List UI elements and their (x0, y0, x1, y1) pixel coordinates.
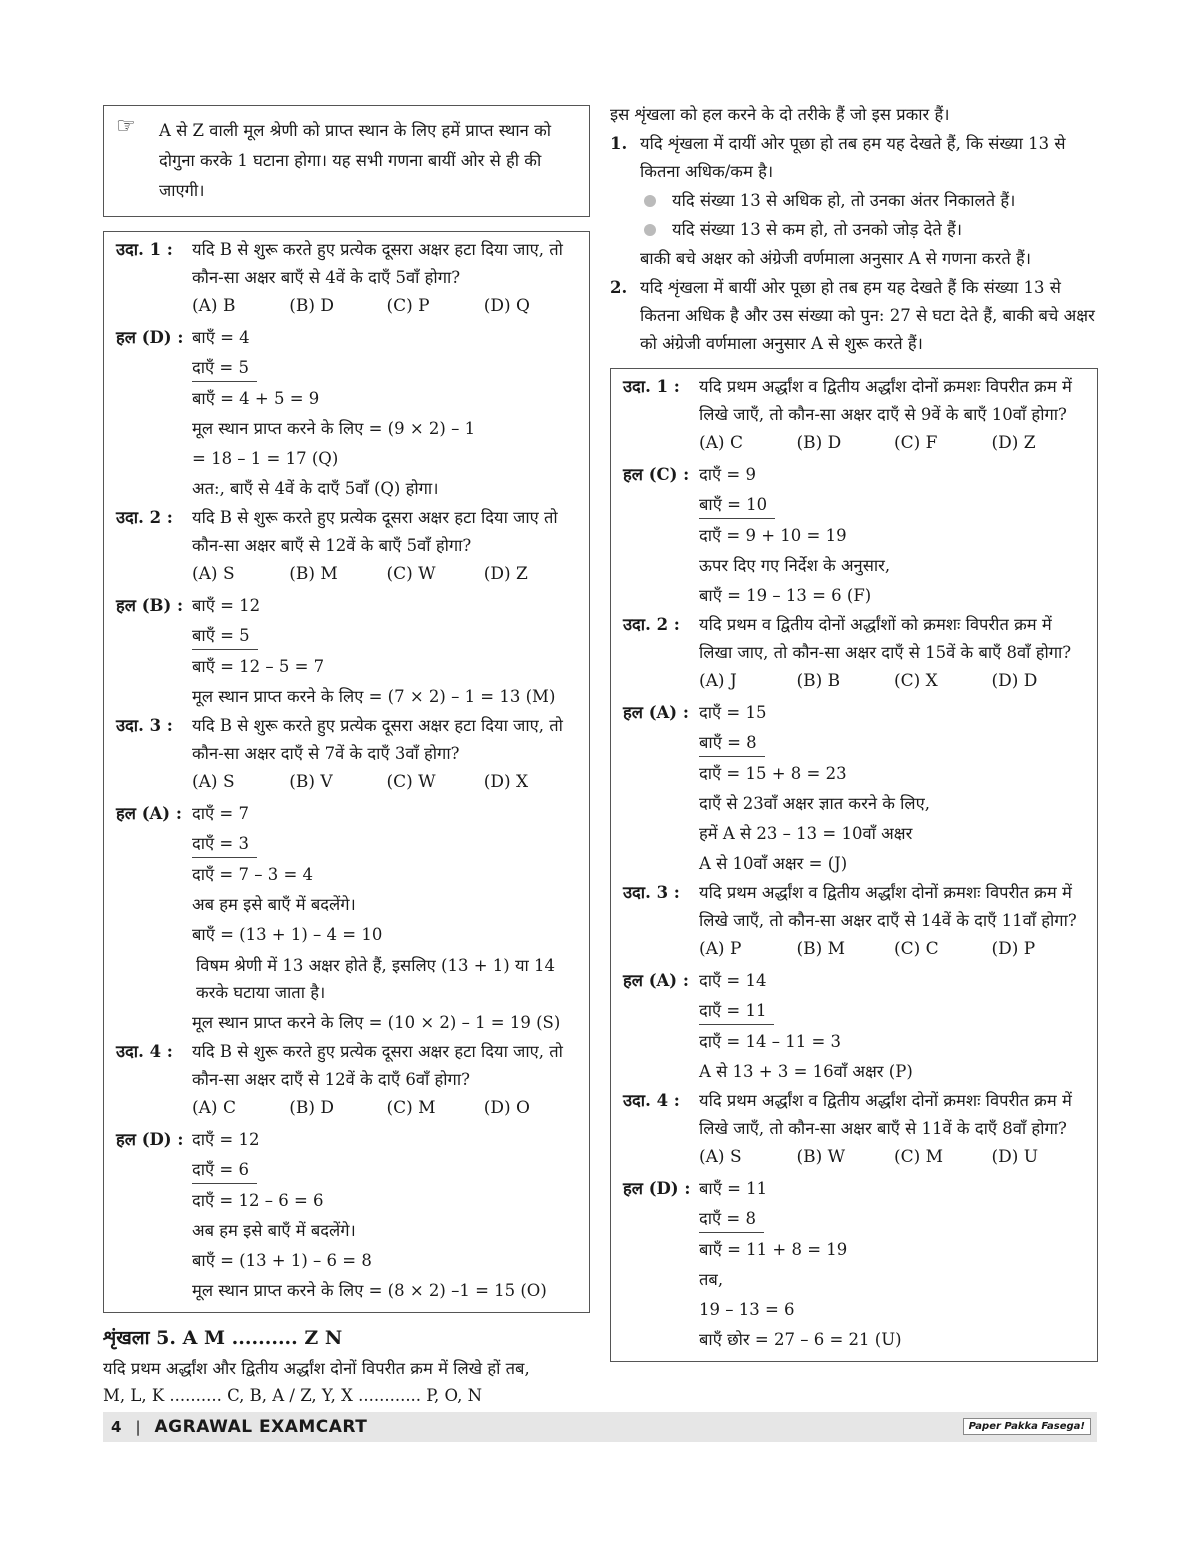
solution-line: बाएँ = 10 (699, 492, 775, 519)
solution-3 (116, 799, 581, 1038)
options (192, 1093, 581, 1123)
note-text: A से Z वाली मूल श्रेणी को प्राप्त स्थान के लिए हमें प्राप्त स्थान को दोगुना करके 1 घटाना होगा। यह सभी गणना बायीं ओर से ही की जाएगी। (159, 121, 552, 200)
option-d: (D) Z (483, 564, 528, 584)
series-heading: शृंखला 5. A M .......... Z N (103, 1327, 343, 1349)
solution-label: हल (C) : (623, 465, 690, 484)
solution-label: हल (A) : (116, 804, 182, 823)
options (699, 666, 1089, 696)
bullet-item (640, 215, 1098, 244)
option-d: (D) D (991, 671, 1038, 691)
option-a: (A) S (192, 772, 235, 792)
solution-line: दाएँ = 5 (192, 355, 257, 382)
bullet-text: यदि संख्या 13 से कम हो, तो उनको जोड़ देते हैं। (672, 220, 963, 239)
example-4 (116, 1038, 581, 1093)
option-d: (D) P (991, 939, 1036, 959)
bullet-icon (644, 195, 656, 207)
solution-line: बाएँ छोर = 27 – 6 = 21 (U) (699, 1330, 902, 1349)
list-number: 1. (610, 134, 628, 153)
method-text: यदि शृंखला में बायीं ओर पूछा हो तब हम यह देखते हैं कि संख्या 13 से कितना अधिक है और उस संख्या को पुन: 27 से घटा देते हैं, बाकी बचे अक्षर को अंग्रेजी वर्णमाला अनुसार A से शुरू करते हैं। (640, 278, 1095, 353)
option-c: (C) F (894, 433, 938, 453)
solution-line: बाएँ = 12 – 5 = 7 (192, 657, 325, 676)
option-c: (C) M (386, 1098, 436, 1118)
solution-label: हल (A) : (623, 971, 689, 990)
options (192, 559, 581, 589)
page-footer (103, 1412, 1097, 1442)
solution-line: दाएँ = 8 (699, 1206, 764, 1233)
example-question: यदि प्रथम अर्द्धांश व द्वितीय अर्द्धांश दोनों क्रमशः विपरीत क्रम में लिखे जाएँ, तो कौन-सा अक्षर दाएँ से 14वें के दाएँ 11वाँ होगा? (699, 883, 1077, 930)
solution-label: हल (D) : (116, 1130, 184, 1149)
option-b: (B) D (796, 433, 842, 453)
options (192, 291, 581, 321)
solution-line: विषम श्रेणी में 13 अक्षर होते हैं, इसलिए (13 + 1) या 14 करके घटाया जाता है। (196, 956, 556, 1002)
brand-logo: AGRAWAL EXAMCART (154, 1417, 368, 1437)
solution-line: मूल स्थान प्राप्त करने के लिए = (10 × 2) – 1 = 19 (S) (192, 1013, 561, 1032)
solution-line: बाएँ = 12 (192, 596, 261, 615)
solution-label: हल (D) : (116, 328, 184, 347)
example-label: उदा. 1 : (623, 377, 680, 396)
example-question: यदि प्रथम व द्वितीय दोनों अर्द्धांशों को क्रमशः विपरीत क्रम में लिखा जाए, तो कौन-सा अक्षर दाएँ से 15वें के बाएँ 8वाँ होगा? (699, 615, 1072, 662)
method-2 (610, 274, 1098, 358)
tagline-badge: Paper Pakka Fasega! (963, 1418, 1091, 1435)
solution-line: दाएँ = 7 (192, 804, 249, 823)
solution-line: बाएँ = 11 + 8 = 19 (699, 1240, 848, 1259)
bullet-text: यदि संख्या 13 से अधिक हो, तो उनका अंतर निकालते हैं। (672, 191, 1016, 210)
option-a: (A) C (192, 1098, 236, 1118)
solution-2 (623, 698, 1089, 879)
solution-line: बाएँ = (13 + 1) – 6 = 8 (192, 1251, 372, 1270)
option-c: (C) C (894, 939, 939, 959)
example-3 (116, 712, 581, 767)
example-question: यदि प्रथम अर्द्धांश व द्वितीय अर्द्धांश दोनों क्रमशः विपरीत क्रम में लिखे जाएँ, तो कौन-सा अक्षर बाएँ से 11वें के दाएँ 8वाँ होगा? (699, 1091, 1072, 1138)
example-label: उदा. 4 : (623, 1091, 680, 1110)
series-sequence: M, L, K .......... C, B, A / Z, Y, X ............ P, O, N (103, 1386, 483, 1405)
option-a: (A) J (699, 671, 737, 691)
solution-line: बाएँ = 4 + 5 = 9 (192, 389, 320, 408)
solution-line: बाएँ = 11 (699, 1179, 768, 1198)
solution-line: दाएँ = 7 – 3 = 4 (192, 865, 314, 884)
solution-line: ऊपर दिए गए निर्देश के अनुसार, (699, 556, 891, 575)
solution-line: दाएँ से 23वाँ अक्षर ज्ञात करने के लिए, (699, 794, 930, 813)
pointing-hand-icon: ☞ (116, 114, 136, 139)
option-b: (B) V (289, 772, 333, 792)
solution-line: दाएँ = 15 + 8 = 23 (699, 764, 847, 783)
options (699, 428, 1089, 458)
solution-label: हल (A) : (623, 703, 689, 722)
option-b: (B) M (289, 564, 338, 584)
option-d: (D) O (483, 1098, 530, 1118)
option-d: (D) Z (991, 433, 1036, 453)
solution-line: मूल स्थान प्राप्त करने के लिए = (8 × 2) –1 = 15 (O) (192, 1281, 547, 1300)
option-a: (A) S (192, 564, 235, 584)
option-b: (B) W (796, 1147, 846, 1167)
solution-line: दाएँ = 12 (192, 1130, 260, 1149)
solution-line: A से 13 + 3 = 16वाँ अक्षर (P) (699, 1062, 913, 1081)
solution-1 (623, 460, 1089, 611)
solution-line: हमें A से 23 – 13 = 10वाँ अक्षर (699, 824, 913, 843)
solution-4 (623, 1174, 1089, 1355)
options (699, 934, 1089, 964)
left-column (103, 100, 590, 1409)
solution-line: मूल स्थान प्राप्त करने के लिए = (9 × 2) – 1 (192, 419, 476, 438)
solution-line: A से 10वाँ अक्षर = (J) (699, 854, 848, 873)
example-label: उदा. 3 : (623, 883, 680, 902)
example-4 (623, 1087, 1089, 1142)
method-1 (610, 130, 1098, 186)
example-question: यदि B से शुरू करते हुए प्रत्येक दूसरा अक्षर हटा दिया जाए, तो कौन-सा अक्षर बाएँ से 4वें के दाएँ 5वाँ होगा? (192, 240, 563, 287)
example-label: उदा. 4 : (116, 1042, 173, 1061)
option-d: (D) X (483, 772, 529, 792)
solution-4 (116, 1125, 581, 1306)
option-a: (A) B (192, 296, 236, 316)
solution-line: बाएँ = 4 (192, 328, 250, 347)
example-question: यदि प्रथम अर्द्धांश व द्वितीय अर्द्धांश दोनों क्रमशः विपरीत क्रम में लिखे जाएँ, तो कौन-सा अक्षर दाएँ से 9वें के बाएँ 10वाँ होगा? (699, 377, 1072, 424)
page-number: 4 (111, 1418, 122, 1436)
example-question: यदि B से शुरू करते हुए प्रत्येक दूसरा अक्षर हटा दिया जाए तो कौन-सा अक्षर बाएँ से 12वें के बाएँ 5वाँ होगा? (192, 508, 558, 555)
example-label: उदा. 2 : (623, 615, 680, 634)
solution-2 (116, 591, 581, 712)
example-1 (623, 373, 1089, 428)
example-2 (623, 611, 1089, 666)
list-number: 2. (610, 278, 628, 297)
example-3 (623, 879, 1089, 934)
solution-line: अत:, बाएँ से 4वें के दाएँ 5वाँ (Q) होगा। (192, 479, 439, 498)
examples-box-left (103, 231, 590, 1313)
option-b: (B) B (796, 671, 841, 691)
solution-line: दाएँ = 14 – 11 = 3 (699, 1032, 842, 1051)
option-b: (B) D (289, 296, 335, 316)
solution-label: हल (D) : (623, 1179, 691, 1198)
solution-line: दाएँ = 9 (699, 465, 756, 484)
solution-line: बाएँ = 5 (192, 623, 258, 650)
option-a: (A) S (699, 1147, 742, 1167)
solution-line: तब, (699, 1270, 724, 1289)
solution-3 (623, 966, 1089, 1087)
series-description: यदि प्रथम अर्द्धांश और द्वितीय अर्द्धांश दोनों विपरीत क्रम में लिखे हों तब, (103, 1359, 530, 1378)
solution-line: दाएँ = 9 + 10 = 19 (699, 526, 847, 545)
solution-line: दाएँ = 3 (192, 831, 257, 858)
bullet-icon (644, 224, 656, 236)
method-text: यदि शृंखला में दायीं ओर पूछा हो तब हम यह देखते हैं, कि संख्या 13 से कितना अधिक/कम है। (640, 134, 1066, 181)
solution-line: बाएँ = 8 (699, 730, 765, 757)
option-b: (B) M (796, 939, 846, 959)
intro-text: इस शृंखला को हल करने के दो तरीके हैं जो इस प्रकार हैं। (610, 105, 950, 124)
option-a: (A) P (699, 939, 742, 959)
option-c: (C) P (386, 296, 430, 316)
note-box (103, 105, 590, 217)
option-d: (D) Q (483, 296, 530, 316)
solution-line: मूल स्थान प्राप्त करने के लिए = (7 × 2) – 1 = 13 (M) (192, 687, 556, 706)
example-1 (116, 236, 581, 291)
option-c: (C) W (386, 772, 436, 792)
solution-line: दाएँ = 12 – 6 = 6 (192, 1191, 324, 1210)
options (192, 767, 581, 797)
solution-line: दाएँ = 11 (699, 998, 774, 1025)
solution-line: दाएँ = 6 (192, 1157, 257, 1184)
solution-line: = 18 – 1 = 17 (Q) (192, 449, 339, 468)
example-2 (116, 504, 581, 559)
solution-label: हल (B) : (116, 596, 184, 615)
rest-text: बाकी बचे अक्षर को अंग्रेजी वर्णमाला अनुसार A से गणना करते हैं। (640, 249, 1031, 268)
examples-box-right (610, 368, 1098, 1362)
solution-line: बाएँ = (13 + 1) – 4 = 10 (192, 925, 383, 944)
solution-line: 19 – 13 = 6 (699, 1300, 795, 1319)
example-question: यदि B से शुरू करते हुए प्रत्येक दूसरा अक्षर हटा दिया जाए, तो कौन-सा अक्षर दाएँ से 12वें के दाएँ 6वाँ होगा? (192, 1042, 563, 1089)
example-label: उदा. 1 : (116, 240, 173, 259)
footer-separator: | (135, 1418, 141, 1436)
solution-line: दाएँ = 15 (699, 703, 767, 722)
right-column (610, 100, 1098, 1362)
option-d: (D) U (991, 1147, 1039, 1167)
option-c: (C) M (894, 1147, 944, 1167)
options (699, 1142, 1089, 1172)
bullet-item (640, 186, 1098, 215)
solution-1 (116, 323, 581, 504)
option-a: (A) C (699, 433, 743, 453)
option-b: (B) D (289, 1098, 335, 1118)
solution-line: दाएँ = 14 (699, 971, 767, 990)
solution-line: अब हम इसे बाएँ में बदलेंगे। (192, 895, 356, 914)
solution-line: बाएँ = 19 – 13 = 6 (F) (699, 586, 872, 605)
example-label: उदा. 3 : (116, 716, 173, 735)
example-question: यदि B से शुरू करते हुए प्रत्येक दूसरा अक्षर हटा दिया जाए, तो कौन-सा अक्षर दाएँ से 7वें के दाएँ 3वाँ होगा? (192, 716, 563, 763)
example-label: उदा. 2 : (116, 508, 173, 527)
option-c: (C) W (386, 564, 436, 584)
option-c: (C) X (894, 671, 938, 691)
solution-line: अब हम इसे बाएँ में बदलेंगे। (192, 1221, 356, 1240)
